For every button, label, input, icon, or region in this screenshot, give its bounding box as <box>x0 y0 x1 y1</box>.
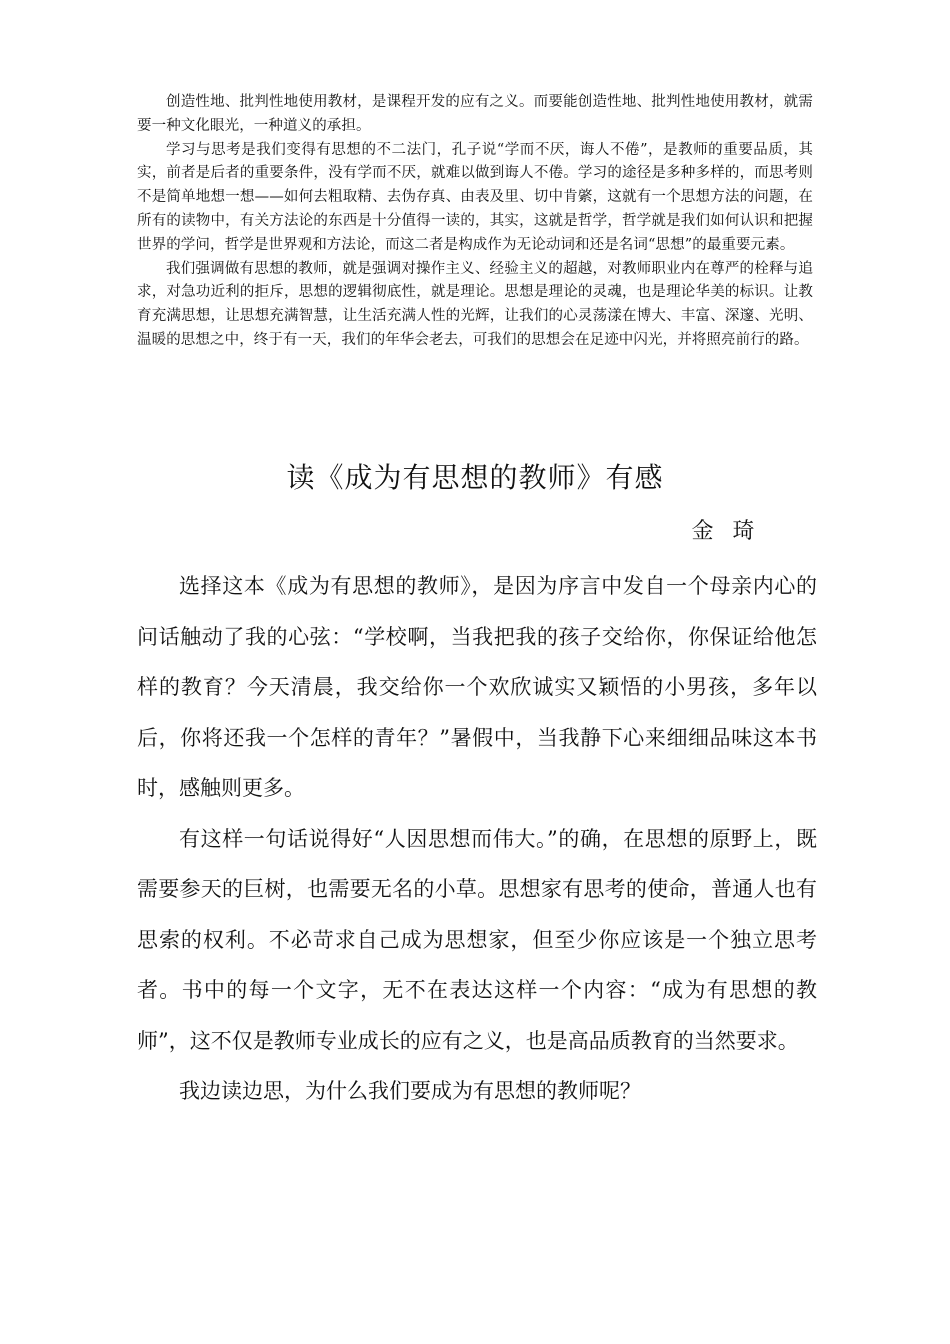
article-paragraph-2: 有这样一句话说得好“人因思想而伟大。”的确，在思想的原野上，既需要参天的巨树，也需要无名的小草。思想家有思考的使命，普通人也有思索的权利。不必苛求自己成为思想家，但至少你应该是一个独立思考者。书中的每一个文字，无不在表达这样一个内容：“成为有思想的教师”，这不仅是教师专业成长的应有之义，也是高品质教育的当然要求。 <box>137 826 817 1053</box>
previous-paragraph-3: 我们强调做有思想的教师，就是强调对操作主义、经验主义的超越，对教师职业内在尊严的栓释与追求，对急功近利的拒斥，思想的逻辑彻底性，就是理论。思想是理论的灵魂，也是理论华美的标识。让教育充满思想，让思想充满智慧，让生活充满人性的光辉，让我们的心灵荡漾在博大、丰富、深邃、光明、温暖的思想之中，终于有一天，我们的年华会老去，可我们的思想会在足迹中闪光，并将照亮前行的路。 <box>137 260 813 348</box>
previous-paragraph-2: 学习与思考是我们变得有思想的不二法门，孔子说“学而不厌，诲人不倦”，是教师的重要品质，其实，前者是后者的重要条件，没有学而不厌，就难以做到诲人不倦。学习的途径是多种多样的，而思考则不是简单地想一想——如何去粗取精、去伪存真、由表及里、切中肯綮，这就有一个思想方法的问题，在所有的读物中，有关方法论的东西是十分值得一读的，其实，这就是哲学，哲学就是我们如何认识和把握世界的学问，哲学是世界观和方法论，而这二者是构成作为无论动词和还是名词“思想”的最重要元素。 <box>137 141 813 253</box>
article-title: 读《成为有思想的教师》有感 <box>286 461 664 494</box>
article-author: 金 琦 <box>691 519 761 544</box>
previous-section-text <box>137 91 813 353</box>
article-body <box>137 561 817 1117</box>
article-paragraph-1: 选择这本《成为有思想的教师》，是因为序言中发自一个母亲内心的问话触动了我的心弦：“学校啊，当我把我的孩子交给你，你保证给他怎样的教育？今天清晨，我交给你一个欢欣诚实又颖悟的小男孩，多年以后，你将还我一个怎样的青年？”暑假中，当我静下心来细细品味这本书时，感触则更多。 <box>137 574 817 800</box>
article-paragraph-3: 我边读边思，为什么我们要成为有思想的教师呢？ <box>179 1079 641 1103</box>
previous-paragraph-1: 创造性地、批判性地使用教材，是课程开发的应有之义。而要能创造性地、批判性地使用教材，就需要一种文化眼光，一种道义的承担。 <box>137 94 813 134</box>
